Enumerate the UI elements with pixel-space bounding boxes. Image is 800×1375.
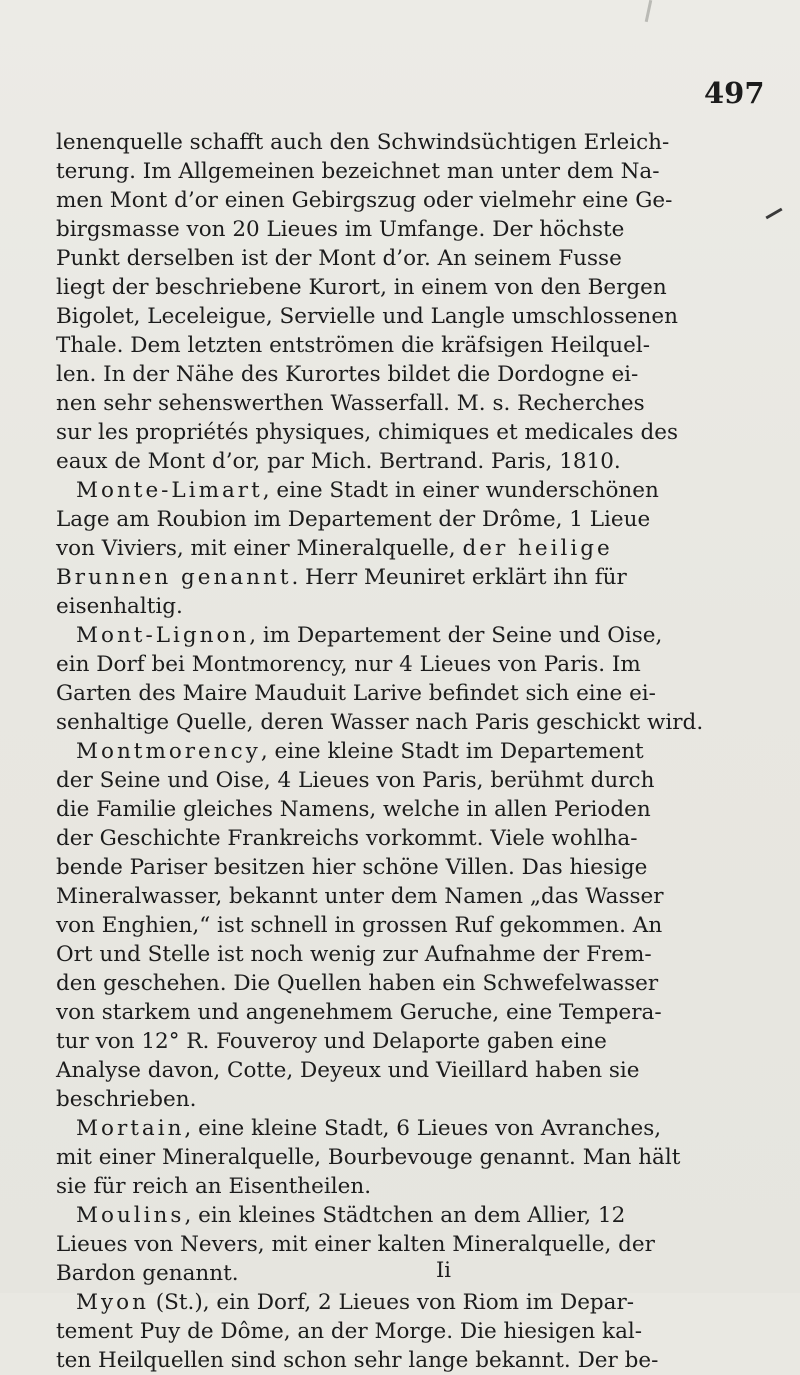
text-line xyxy=(56,1230,746,1259)
line-text: senhaltige Quelle, deren Wasser nach Paris geschickt wird. xyxy=(56,710,704,735)
entry-headword: Moulins xyxy=(76,1203,185,1228)
line-text: men Mont d’or einen Gebirgszug oder vielmehr eine Ge- xyxy=(56,188,673,213)
catchword: Ii xyxy=(436,1258,452,1282)
line-text: Thale. Dem letzten entströmen die kräfsigen Heilquel- xyxy=(56,333,651,358)
entry-headword: Myon xyxy=(76,1290,149,1315)
line-text: der Geschichte Frankreichs vorkommt. Viele wohlha- xyxy=(56,826,638,851)
text-line xyxy=(56,969,746,998)
line-text: Bigolet, Leceleigue, Servielle und Langle umschlossenen xyxy=(56,304,678,329)
line-text: Mineralwasser, bekannt unter dem Namen „das Wasser xyxy=(56,884,664,909)
line-text: den geschehen. Die Quellen haben ein Schwefelwasser xyxy=(56,971,659,996)
text-line xyxy=(56,1317,746,1346)
entry-headword: Montmorency xyxy=(76,739,261,764)
text-line xyxy=(56,1346,746,1375)
text-line xyxy=(56,331,746,360)
line-text: der Seine und Oise, 4 Lieues von Paris, berühmt durch xyxy=(56,768,655,793)
line-text: nen sehr sehenswerthen Wasserfall. M. s. Recherches xyxy=(56,391,645,416)
text-line xyxy=(56,476,746,505)
line-text: eaux de Mont d’or, par Mich. Bertrand. Paris, 1810. xyxy=(56,449,621,474)
line-text: Punkt derselben ist der Mont d’or. An seinem Fusse xyxy=(56,246,622,271)
entry-headword: Monte-Limart xyxy=(76,478,263,503)
line-text: . Herr Meuniret erklärt ihn für xyxy=(291,565,627,590)
text-line xyxy=(56,418,746,447)
line-text: (St.), ein Dorf, 2 Lieues von Riom im Depar- xyxy=(148,1290,635,1315)
text-line xyxy=(56,679,746,708)
line-text: Garten des Maire Mauduit Larive befindet sich eine ei- xyxy=(56,681,656,706)
line-text: liegt der beschriebene Kurort, in einem von den Bergen xyxy=(56,275,667,300)
text-line xyxy=(56,998,746,1027)
line-text: Analyse davon, Cotte, Deyeux und Vieillard haben sie xyxy=(56,1058,640,1083)
line-text: ein Dorf bei Montmorency, nur 4 Lieues von Paris. Im xyxy=(56,652,641,677)
text-line xyxy=(56,1056,746,1085)
text-line xyxy=(56,592,746,621)
line-text: tement Puy de Dôme, an der Morge. Die hiesigen kal- xyxy=(56,1319,643,1344)
line-text: von Enghien,“ ist schnell in grossen Ruf gekommen. An xyxy=(56,913,663,938)
line-text: eisenhaltig. xyxy=(56,594,183,619)
text-line xyxy=(56,389,746,418)
body-text xyxy=(56,128,746,1375)
line-text: len. In der Nähe des Kurortes bildet die Dordogne ei- xyxy=(56,362,639,387)
text-line xyxy=(56,157,746,186)
text-line xyxy=(56,795,746,824)
line-text: Lieues von Nevers, mit einer kalten Mineralquelle, der xyxy=(56,1232,655,1257)
text-line xyxy=(56,302,746,331)
line-text: sur les propriétés physiques, chimiques et medicales des xyxy=(56,420,679,445)
text-line xyxy=(56,1027,746,1056)
text-line xyxy=(56,708,746,737)
text-line xyxy=(56,244,746,273)
line-text: , im Departement der Seine und Oise, xyxy=(249,623,663,648)
text-line xyxy=(56,563,746,592)
text-line xyxy=(56,215,746,244)
line-text: mit einer Mineralquelle, Bourbevouge genannt. Man hält xyxy=(56,1145,681,1170)
text-line xyxy=(56,882,746,911)
line-text: , eine kleine Stadt, 6 Lieues von Avranches, xyxy=(184,1116,662,1141)
text-line xyxy=(56,1143,746,1172)
margin-stroke xyxy=(765,208,782,220)
entry-headword: der heilige xyxy=(462,536,613,561)
line-text: sie für reich an Eisentheilen. xyxy=(56,1174,372,1199)
text-line xyxy=(56,1172,746,1201)
text-line xyxy=(56,360,746,389)
text-line xyxy=(56,1288,746,1317)
text-line xyxy=(56,273,746,302)
text-line xyxy=(56,824,746,853)
entry-headword: Mont-Lignon xyxy=(76,623,250,648)
text-line xyxy=(56,766,746,795)
line-text: lenenquelle schafft auch den Schwindsüchtigen Erleich- xyxy=(56,130,670,155)
line-text: ten Heilquellen sind schon sehr lange bekannt. Der be- xyxy=(56,1348,659,1373)
line-text: beschrieben. xyxy=(56,1087,197,1112)
text-line xyxy=(56,186,746,215)
margin-mark xyxy=(645,0,653,22)
text-line xyxy=(56,1201,746,1230)
text-line xyxy=(56,737,746,766)
line-text: von starkem und angenehmem Geruche, eine Tempera- xyxy=(56,1000,662,1025)
line-text: die Familie gleiches Namens, welche in allen Perioden xyxy=(56,797,651,822)
line-text: tur von 12° R. Fouveroy und Delaporte gaben eine xyxy=(56,1029,607,1054)
line-text: Bardon genannt. xyxy=(56,1261,239,1286)
text-line xyxy=(56,534,746,563)
text-line xyxy=(56,1085,746,1114)
text-line xyxy=(56,1114,746,1143)
text-line xyxy=(56,505,746,534)
text-line xyxy=(56,621,746,650)
text-line xyxy=(56,853,746,882)
text-line xyxy=(56,447,746,476)
text-line xyxy=(56,1259,746,1288)
line-text: , eine Stadt in einer wunderschönen xyxy=(262,478,659,503)
line-text: von Viviers, mit einer Mineralquelle, xyxy=(56,536,463,561)
text-line xyxy=(56,940,746,969)
line-text: , eine kleine Stadt im Departement xyxy=(260,739,644,764)
page-number: 497 xyxy=(704,76,765,110)
text-line xyxy=(56,128,746,157)
line-text: Lage am Roubion im Departement der Drôme, 1 Lieue xyxy=(56,507,651,532)
line-text: bende Pariser besitzen hier schöne Villen. Das hiesige xyxy=(56,855,648,880)
line-text: , ein kleines Städtchen an dem Allier, 12 xyxy=(184,1203,626,1228)
text-line xyxy=(56,650,746,679)
line-text: Ort und Stelle ist noch wenig zur Aufnahme der Frem- xyxy=(56,942,652,967)
entry-headword: Mortain xyxy=(76,1116,185,1141)
line-text: terung. Im Allgemeinen bezeichnet man unter dem Na- xyxy=(56,159,660,184)
text-line xyxy=(56,911,746,940)
line-text: birgsmasse von 20 Lieues im Umfange. Der höchste xyxy=(56,217,625,242)
entry-headword: Brunnen genannt xyxy=(56,565,292,590)
